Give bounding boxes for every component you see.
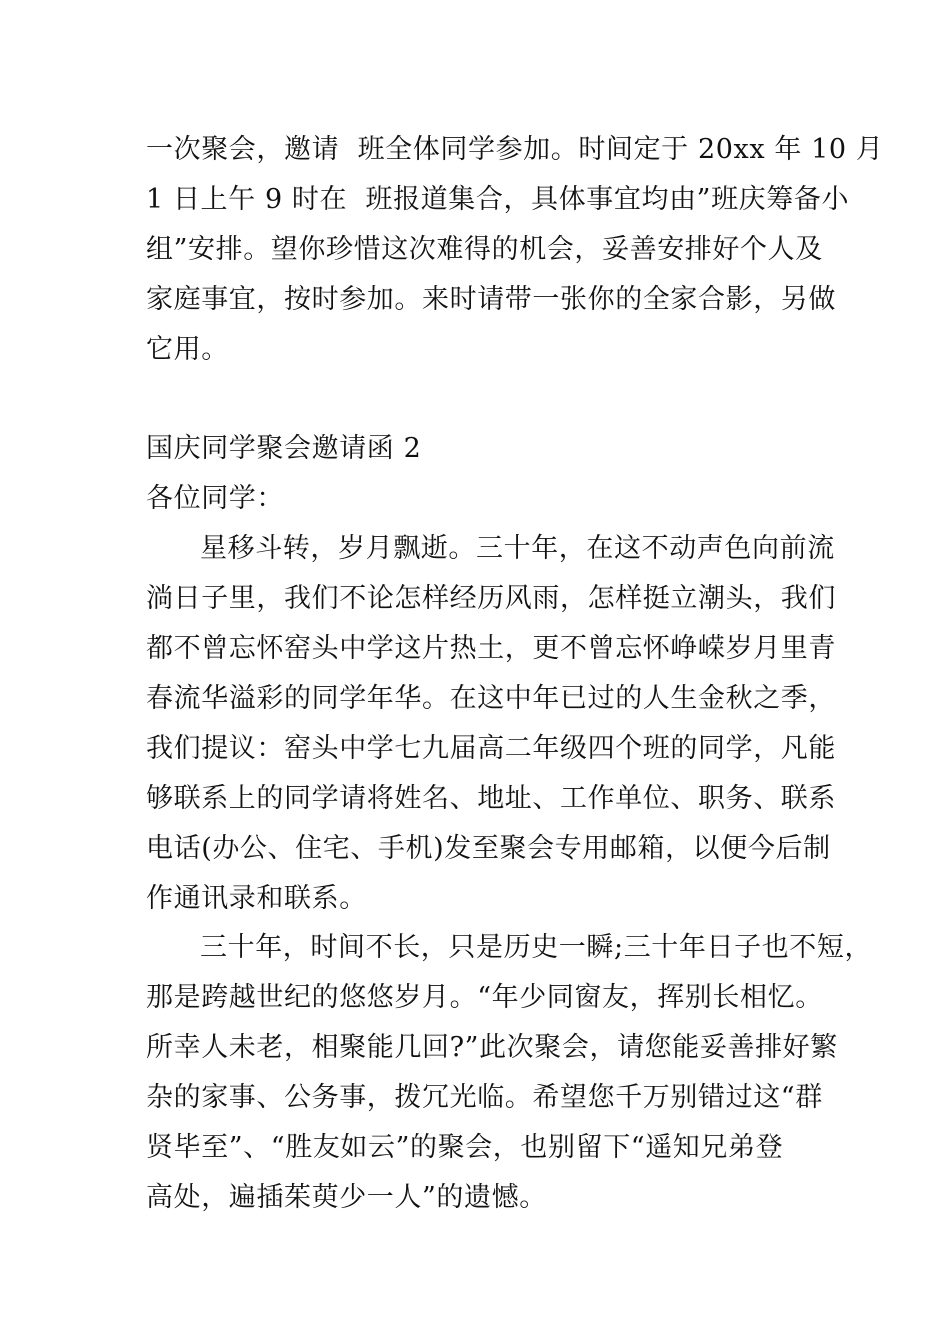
- document-heading: 国庆同学聚会邀请函 2: [146, 433, 422, 464]
- body1-line-5: 我们提议：窑头中学七九届高二年级四个班的同学，凡能: [146, 733, 836, 764]
- body2-line-1: 三十年，时间不长，只是历史一瞬;三十年日子也不短，: [200, 932, 873, 963]
- body1-line-8: 作通讯录和联系。: [146, 883, 367, 914]
- body1-line-2: 淌日子里，我们不论怎样经历风雨，怎样挺立潮头，我们: [146, 583, 836, 614]
- body1-line-4: 春流华溢彩的同学年华。在这中年已过的人生金秋之季，: [146, 683, 836, 714]
- body1-line-7: 电话(办公、住宅、手机)发至聚会专用邮箱，以便今后制: [146, 833, 831, 864]
- intro-line-2: 1 日上午 9 时在 班报道集合，具体事宜均由”班庆筹备小: [146, 184, 850, 215]
- body1-line-1: 星移斗转，岁月飘逝。三十年，在这不动声色向前流: [200, 533, 835, 564]
- body1-line-6: 够联系上的同学请将姓名、地址、工作单位、职务、联系: [146, 783, 836, 814]
- body2-line-5: 贤毕至”、“胜友如云”的聚会，也别留下“遥知兄弟登: [146, 1132, 784, 1163]
- body1-line-3: 都不曾忘怀窑头中学这片热土，更不曾忘怀峥嵘岁月里青: [146, 633, 836, 664]
- body2-line-2: 那是跨越世纪的悠悠岁月。“年少同窗友，挥别长相忆。: [146, 982, 823, 1013]
- intro-line-5: 它用。: [146, 334, 229, 365]
- intro-line-4: 家庭事宜，按时参加。来时请带一张你的全家合影，另做: [146, 284, 836, 315]
- salutation: 各位同学：: [146, 483, 284, 514]
- body2-line-4: 杂的家事、公务事，拨冗光临。希望您千万别错过这“群: [146, 1082, 823, 1113]
- intro-line-1: 一次聚会，邀请 班全体同学参加。时间定于 20xx 年 10 月: [146, 134, 884, 165]
- body2-line-3: 所幸人未老，相聚能几回?”此次聚会，请您能妥善排好繁: [146, 1032, 838, 1063]
- body2-line-6: 高处，遍插茱萸少一人”的遗憾。: [146, 1182, 547, 1213]
- intro-line-3: 组”安排。望你珍惜这次难得的机会，妥善安排好个人及: [146, 234, 823, 265]
